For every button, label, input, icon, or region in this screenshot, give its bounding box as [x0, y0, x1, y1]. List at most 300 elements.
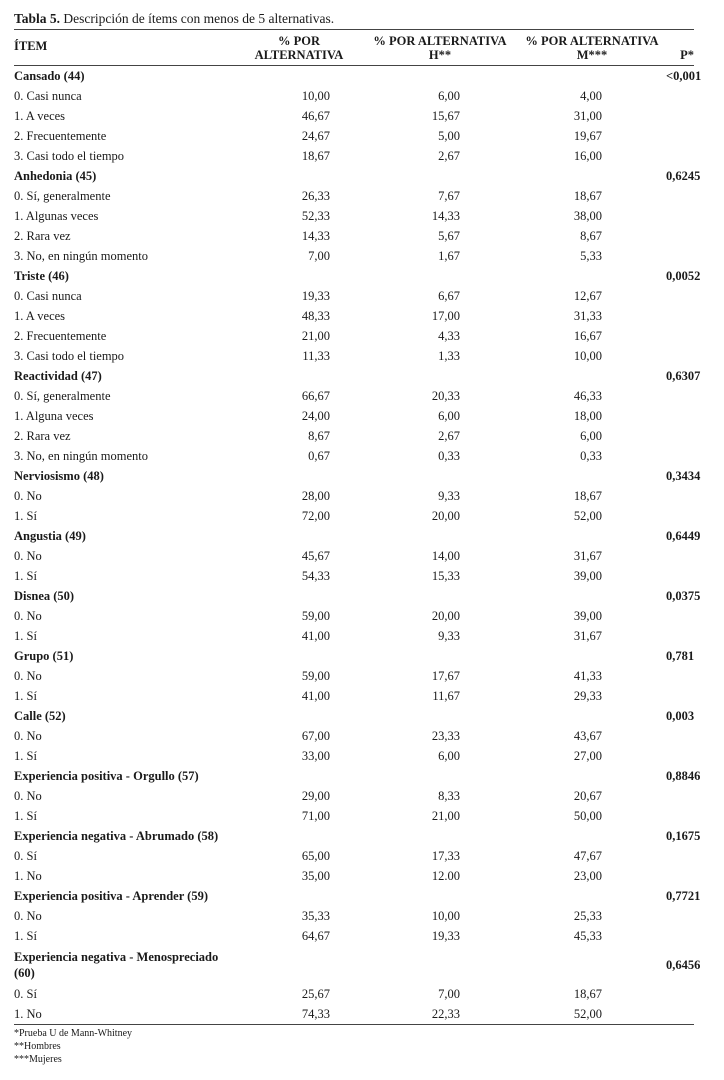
- p-value: 0,6307: [666, 369, 701, 383]
- pct-hombres: 4,33: [438, 329, 460, 343]
- empty-cell: [518, 266, 666, 286]
- group-title: Anhedonia (45): [14, 169, 97, 183]
- empty-cell: [518, 706, 666, 726]
- empty-cell: [666, 906, 694, 926]
- table-row: [14, 446, 694, 466]
- option-label: 1. Sí: [14, 749, 37, 763]
- option-label: 0. No: [14, 909, 42, 923]
- pct-mujeres: 31,67: [573, 549, 602, 563]
- pct-total: 52,33: [301, 209, 330, 223]
- pct-hombres: 17,00: [431, 309, 460, 323]
- pct-total: 24,00: [301, 409, 330, 423]
- pct-hombres: 5,67: [438, 229, 460, 243]
- option-label: 1. A veces: [14, 109, 66, 123]
- empty-cell: [666, 326, 694, 346]
- table-row: [14, 126, 694, 146]
- empty-cell: [236, 826, 362, 846]
- empty-cell: [666, 486, 694, 506]
- pct-mujeres: 39,00: [573, 569, 602, 583]
- empty-cell: [518, 526, 666, 546]
- group-title: Reactividad (47): [14, 369, 102, 383]
- pct-total: 35,00: [301, 869, 330, 883]
- empty-cell: [236, 526, 362, 546]
- pct-total: 25,67: [301, 987, 330, 1001]
- empty-cell: [666, 926, 694, 946]
- empty-cell: [518, 66, 666, 87]
- empty-cell: [666, 786, 694, 806]
- pct-total: 65,00: [301, 849, 330, 863]
- pct-mujeres: 8,67: [580, 229, 602, 243]
- empty-cell: [362, 766, 518, 786]
- p-value: 0,0375: [666, 589, 701, 603]
- table-caption-label: Tabla 5.: [14, 11, 61, 26]
- empty-cell: [236, 366, 362, 386]
- empty-cell: [666, 126, 694, 146]
- pct-hombres: 19,33: [431, 929, 460, 943]
- p-value: 0,6449: [666, 529, 701, 543]
- empty-cell: [666, 246, 694, 266]
- pct-mujeres: 18,67: [573, 987, 602, 1001]
- empty-cell: [236, 586, 362, 606]
- empty-cell: [666, 206, 694, 226]
- table-row: [14, 606, 694, 626]
- pct-hombres: 14,00: [431, 549, 460, 563]
- empty-cell: [666, 686, 694, 706]
- header-pct-m-line1: % POR ALTERNATIVA: [525, 34, 659, 48]
- p-value: 0,6245: [666, 169, 701, 183]
- pct-total: 18,67: [301, 149, 330, 163]
- table-body: [14, 66, 702, 1025]
- table-row: [14, 726, 694, 746]
- document-page: [14, 9, 702, 1066]
- table-row: [14, 626, 694, 646]
- header-p: P*: [666, 30, 694, 66]
- pct-total: 64,67: [301, 929, 330, 943]
- option-label: 1. No: [14, 869, 42, 883]
- empty-cell: [666, 984, 694, 1004]
- table-row: [14, 486, 694, 506]
- option-label: 2. Frecuentemente: [14, 129, 107, 143]
- p-value: <0,001: [666, 69, 702, 83]
- pct-mujeres: 41,33: [573, 669, 602, 683]
- group-title: Angustia (49): [14, 529, 86, 543]
- header-pct-m: [518, 30, 666, 66]
- pct-total: 45,67: [301, 549, 330, 563]
- table-row: [14, 1004, 694, 1025]
- group-row: [14, 706, 694, 726]
- pct-mujeres: 23,00: [573, 869, 602, 883]
- table-row: [14, 806, 694, 826]
- group-row: [14, 366, 694, 386]
- table-row: [14, 86, 694, 106]
- pct-hombres: 17,67: [431, 669, 460, 683]
- pct-total: 66,67: [301, 389, 330, 403]
- table-row: [14, 326, 694, 346]
- pct-hombres: 7,00: [438, 987, 460, 1001]
- footnote-mujeres: ***Mujeres: [14, 1054, 62, 1065]
- empty-cell: [666, 506, 694, 526]
- option-label: 2. Rara vez: [14, 429, 71, 443]
- table-row: [14, 866, 694, 886]
- pct-hombres: 23,33: [431, 729, 460, 743]
- pct-mujeres: 0,33: [580, 449, 602, 463]
- pct-total: 7,00: [308, 249, 330, 263]
- header-pct: [236, 30, 362, 66]
- p-value: 0,3434: [666, 469, 701, 483]
- option-label: 0. No: [14, 549, 42, 563]
- pct-hombres: 6,67: [438, 289, 460, 303]
- pct-mujeres: 31,00: [573, 109, 602, 123]
- empty-cell: [666, 406, 694, 426]
- pct-total: 26,33: [301, 189, 330, 203]
- pct-total: 59,00: [301, 669, 330, 683]
- table-row: [14, 686, 694, 706]
- empty-cell: [666, 446, 694, 466]
- option-label: 0. No: [14, 489, 42, 503]
- option-label: 1. A veces: [14, 309, 66, 323]
- pct-mujeres: 20,67: [573, 789, 602, 803]
- empty-cell: [666, 666, 694, 686]
- option-label: 3. No, en ningún momento: [14, 249, 149, 263]
- empty-cell: [236, 886, 362, 906]
- group-title: Experiencia negativa - Abrumado (58): [14, 829, 219, 843]
- pct-hombres: 17,33: [431, 849, 460, 863]
- empty-cell: [362, 706, 518, 726]
- pct-mujeres: 38,00: [573, 209, 602, 223]
- pct-total: 54,33: [301, 569, 330, 583]
- option-label: 0. Sí: [14, 849, 37, 863]
- empty-cell: [666, 426, 694, 446]
- option-label: 1. Sí: [14, 929, 37, 943]
- pct-total: 74,33: [236, 1004, 362, 1025]
- group-row: [14, 766, 694, 786]
- pct-mujeres: 47,67: [573, 849, 602, 863]
- pct-mujeres: 43,67: [573, 729, 602, 743]
- pct-total: 24,67: [301, 129, 330, 143]
- pct-total: 8,67: [308, 429, 330, 443]
- option-label: 1. No: [14, 1004, 236, 1025]
- option-label: 0. Sí, generalmente: [14, 189, 111, 203]
- empty-cell: [666, 626, 694, 646]
- empty-cell: [518, 366, 666, 386]
- empty-cell: [362, 826, 518, 846]
- pct-mujeres: 27,00: [573, 749, 602, 763]
- header-row: [14, 30, 694, 66]
- pct-total: 33,00: [301, 749, 330, 763]
- pct-hombres: 1,67: [438, 249, 460, 263]
- option-label: 1. Sí: [14, 509, 37, 523]
- group-row: [14, 266, 694, 286]
- empty-cell: [518, 946, 666, 984]
- empty-cell: [666, 746, 694, 766]
- option-label: 3. Casi todo el tiempo: [14, 149, 125, 163]
- group-row: [14, 586, 694, 606]
- empty-cell: [236, 466, 362, 486]
- pct-hombres: 15,67: [431, 109, 460, 123]
- empty-cell: [518, 766, 666, 786]
- group-row: [14, 646, 694, 666]
- table-row: [14, 226, 694, 246]
- pct-hombres: 8,33: [438, 789, 460, 803]
- group-title: Grupo (51): [14, 649, 74, 663]
- pct-total: 46,67: [301, 109, 330, 123]
- option-label: 1. Sí: [14, 809, 37, 823]
- pct-total: 14,33: [301, 229, 330, 243]
- empty-cell: [518, 646, 666, 666]
- table-row: [14, 246, 694, 266]
- pct-hombres: 10,00: [431, 909, 460, 923]
- option-label: 1. Alguna veces: [14, 409, 94, 423]
- pct-mujeres: 16,00: [573, 149, 602, 163]
- footnote-test: *Prueba U de Mann-Whitney: [14, 1028, 133, 1039]
- table-row: [14, 186, 694, 206]
- pct-mujeres: 18,67: [573, 189, 602, 203]
- pct-total: 48,33: [301, 309, 330, 323]
- pct-hombres: 6,00: [438, 409, 460, 423]
- option-label: 1. Algunas veces: [14, 209, 99, 223]
- table-row: [14, 406, 694, 426]
- table-row: [14, 846, 694, 866]
- empty-cell: [518, 466, 666, 486]
- pct-total: 28,00: [301, 489, 330, 503]
- empty-cell: [666, 226, 694, 246]
- pct-total: 71,00: [301, 809, 330, 823]
- pct-hombres: 0,33: [438, 449, 460, 463]
- pct-mujeres: 29,33: [573, 689, 602, 703]
- option-label: 0. No: [14, 789, 42, 803]
- header-pct-h: [362, 30, 518, 66]
- pct-mujeres: 18,67: [573, 489, 602, 503]
- group-row: [14, 166, 694, 186]
- group-row: [14, 466, 694, 486]
- empty-cell: [362, 526, 518, 546]
- empty-cell: [666, 566, 694, 586]
- pct-mujeres: 5,33: [580, 249, 602, 263]
- pct-total: 29,00: [301, 789, 330, 803]
- group-row: [14, 826, 694, 846]
- header-pct-m-line2: M***: [576, 48, 608, 62]
- table-row: [14, 426, 694, 446]
- empty-cell: [666, 846, 694, 866]
- option-label: 0. Sí: [14, 987, 37, 1001]
- pct-hombres: 5,00: [438, 129, 460, 143]
- empty-cell: [236, 266, 362, 286]
- group-row: [14, 946, 694, 984]
- empty-cell: [666, 286, 694, 306]
- pct-mujeres: 25,33: [573, 909, 602, 923]
- empty-cell: [518, 826, 666, 846]
- pct-hombres: 20,33: [431, 389, 460, 403]
- pct-hombres: 21,00: [431, 809, 460, 823]
- pct-total: 35,33: [301, 909, 330, 923]
- group-title: Cansado (44): [14, 69, 85, 83]
- empty-cell: [362, 586, 518, 606]
- table-caption: [14, 9, 694, 29]
- table-row: [14, 666, 694, 686]
- pct-mujeres: 10,00: [573, 349, 602, 363]
- pct-mujeres: 52,00: [518, 1004, 666, 1025]
- table-row: [14, 566, 694, 586]
- pct-total: 41,00: [301, 629, 330, 643]
- pct-mujeres: 31,33: [573, 309, 602, 323]
- pct-total: 0,67: [308, 449, 330, 463]
- empty-cell: [666, 346, 694, 366]
- table-row: [14, 386, 694, 406]
- empty-cell: [236, 66, 362, 87]
- empty-cell: [666, 866, 694, 886]
- group-title: Disnea (50): [14, 589, 75, 603]
- p-value: 0,7721: [666, 889, 701, 903]
- p-value: 0,8846: [666, 769, 701, 783]
- empty-cell: [666, 1004, 694, 1025]
- pct-mujeres: 18,00: [573, 409, 602, 423]
- pct-hombres: 15,33: [431, 569, 460, 583]
- footnotes: [14, 1027, 694, 1066]
- group-row: [14, 886, 694, 906]
- empty-cell: [518, 886, 666, 906]
- group-row: [14, 66, 694, 87]
- empty-cell: [666, 186, 694, 206]
- pct-mujeres: 6,00: [580, 429, 602, 443]
- p-value: 0,781: [666, 649, 695, 663]
- empty-cell: [666, 806, 694, 826]
- pct-mujeres: 12,67: [573, 289, 602, 303]
- pct-total: 59,00: [301, 609, 330, 623]
- header-pct-line1: % POR: [277, 34, 320, 48]
- option-label: 0. Casi nunca: [14, 89, 82, 103]
- empty-cell: [666, 606, 694, 626]
- pct-hombres: 2,67: [438, 429, 460, 443]
- group-row: [14, 526, 694, 546]
- pct-mujeres: 45,33: [573, 929, 602, 943]
- table-caption-text: Descripción de ítems con menos de 5 alternativas.: [60, 11, 335, 26]
- empty-cell: [362, 886, 518, 906]
- table-row: [14, 146, 694, 166]
- table-row: [14, 984, 694, 1004]
- empty-cell: [666, 146, 694, 166]
- empty-cell: [362, 366, 518, 386]
- table-row: [14, 306, 694, 326]
- pct-hombres: 11,67: [432, 689, 460, 703]
- table-row: [14, 106, 694, 126]
- empty-cell: [236, 946, 362, 984]
- group-title: Experiencia positiva - Aprender (59): [14, 889, 208, 903]
- pct-hombres: 2,67: [438, 149, 460, 163]
- pct-hombres: 1,33: [438, 349, 460, 363]
- empty-cell: [362, 166, 518, 186]
- option-label: 1. Sí: [14, 629, 37, 643]
- pct-total: 10,00: [301, 89, 330, 103]
- empty-cell: [236, 646, 362, 666]
- empty-cell: [666, 86, 694, 106]
- table-row: [14, 286, 694, 306]
- empty-cell: [518, 166, 666, 186]
- pct-mujeres: 39,00: [573, 609, 602, 623]
- pct-mujeres: 46,33: [573, 389, 602, 403]
- option-label: 0. Sí, generalmente: [14, 389, 111, 403]
- empty-cell: [236, 706, 362, 726]
- pct-hombres: 6,00: [438, 749, 460, 763]
- option-label: 0. No: [14, 669, 42, 683]
- table-row: [14, 506, 694, 526]
- pct-hombres: 20,00: [431, 609, 460, 623]
- empty-cell: [362, 946, 518, 984]
- group-title: Experiencia negativa - Menospreciado (60): [14, 950, 219, 980]
- pct-hombres: 14,33: [431, 209, 460, 223]
- option-label: 3. No, en ningún momento: [14, 449, 149, 463]
- table-row: [14, 346, 694, 366]
- p-value: 0,1675: [666, 829, 701, 843]
- empty-cell: [236, 166, 362, 186]
- pct-hombres: 9,33: [438, 629, 460, 643]
- group-title: Experiencia positiva - Orgullo (57): [14, 769, 199, 783]
- pct-total: 72,00: [301, 509, 330, 523]
- p-value: 0,6456: [666, 958, 701, 972]
- option-label: 0. Casi nunca: [14, 289, 82, 303]
- option-label: 2. Frecuentemente: [14, 329, 107, 343]
- pct-mujeres: 52,00: [573, 509, 602, 523]
- empty-cell: [362, 466, 518, 486]
- table-row: [14, 786, 694, 806]
- pct-hombres: 6,00: [438, 89, 460, 103]
- empty-cell: [666, 386, 694, 406]
- empty-cell: [518, 586, 666, 606]
- table-row: [14, 206, 694, 226]
- pct-total: 41,00: [301, 689, 330, 703]
- table-row: [14, 546, 694, 566]
- header-pct-line2: ALTERNATIVA: [254, 48, 344, 62]
- pct-hombres: 7,67: [438, 189, 460, 203]
- pct-mujeres: 19,67: [573, 129, 602, 143]
- items-table: [14, 29, 702, 1025]
- option-label: 0. No: [14, 729, 42, 743]
- footnote-hombres: **Hombres: [14, 1041, 61, 1052]
- option-label: 2. Rara vez: [14, 229, 71, 243]
- pct-hombres: 9,33: [438, 489, 460, 503]
- empty-cell: [666, 726, 694, 746]
- pct-mujeres: 16,67: [573, 329, 602, 343]
- p-value: 0,003: [666, 709, 695, 723]
- table-row: [14, 926, 694, 946]
- pct-total: 11,33: [302, 349, 330, 363]
- empty-cell: [666, 106, 694, 126]
- header-pct-h-line1: % POR ALTERNATIVA: [373, 34, 507, 48]
- pct-hombres: 20,00: [431, 509, 460, 523]
- header-item: ÍTEM: [14, 30, 236, 66]
- pct-total: 67,00: [301, 729, 330, 743]
- group-title: Triste (46): [14, 269, 69, 283]
- pct-hombres: 12.00: [431, 869, 460, 883]
- table-row: [14, 906, 694, 926]
- option-label: 1. Sí: [14, 569, 37, 583]
- empty-cell: [666, 306, 694, 326]
- pct-mujeres: 4,00: [580, 89, 602, 103]
- header-pct-h-line2: H**: [428, 48, 452, 62]
- option-label: 3. Casi todo el tiempo: [14, 349, 125, 363]
- pct-total: 21,00: [301, 329, 330, 343]
- empty-cell: [362, 266, 518, 286]
- pct-hombres: 22,33: [362, 1004, 518, 1025]
- empty-cell: [236, 766, 362, 786]
- group-title: Nerviosismo (48): [14, 469, 104, 483]
- empty-cell: [362, 646, 518, 666]
- pct-total: 19,33: [301, 289, 330, 303]
- empty-cell: [362, 66, 518, 87]
- pct-mujeres: 31,67: [573, 629, 602, 643]
- p-value: 0,0052: [666, 269, 701, 283]
- option-label: 1. Sí: [14, 689, 37, 703]
- option-label: 0. No: [14, 609, 42, 623]
